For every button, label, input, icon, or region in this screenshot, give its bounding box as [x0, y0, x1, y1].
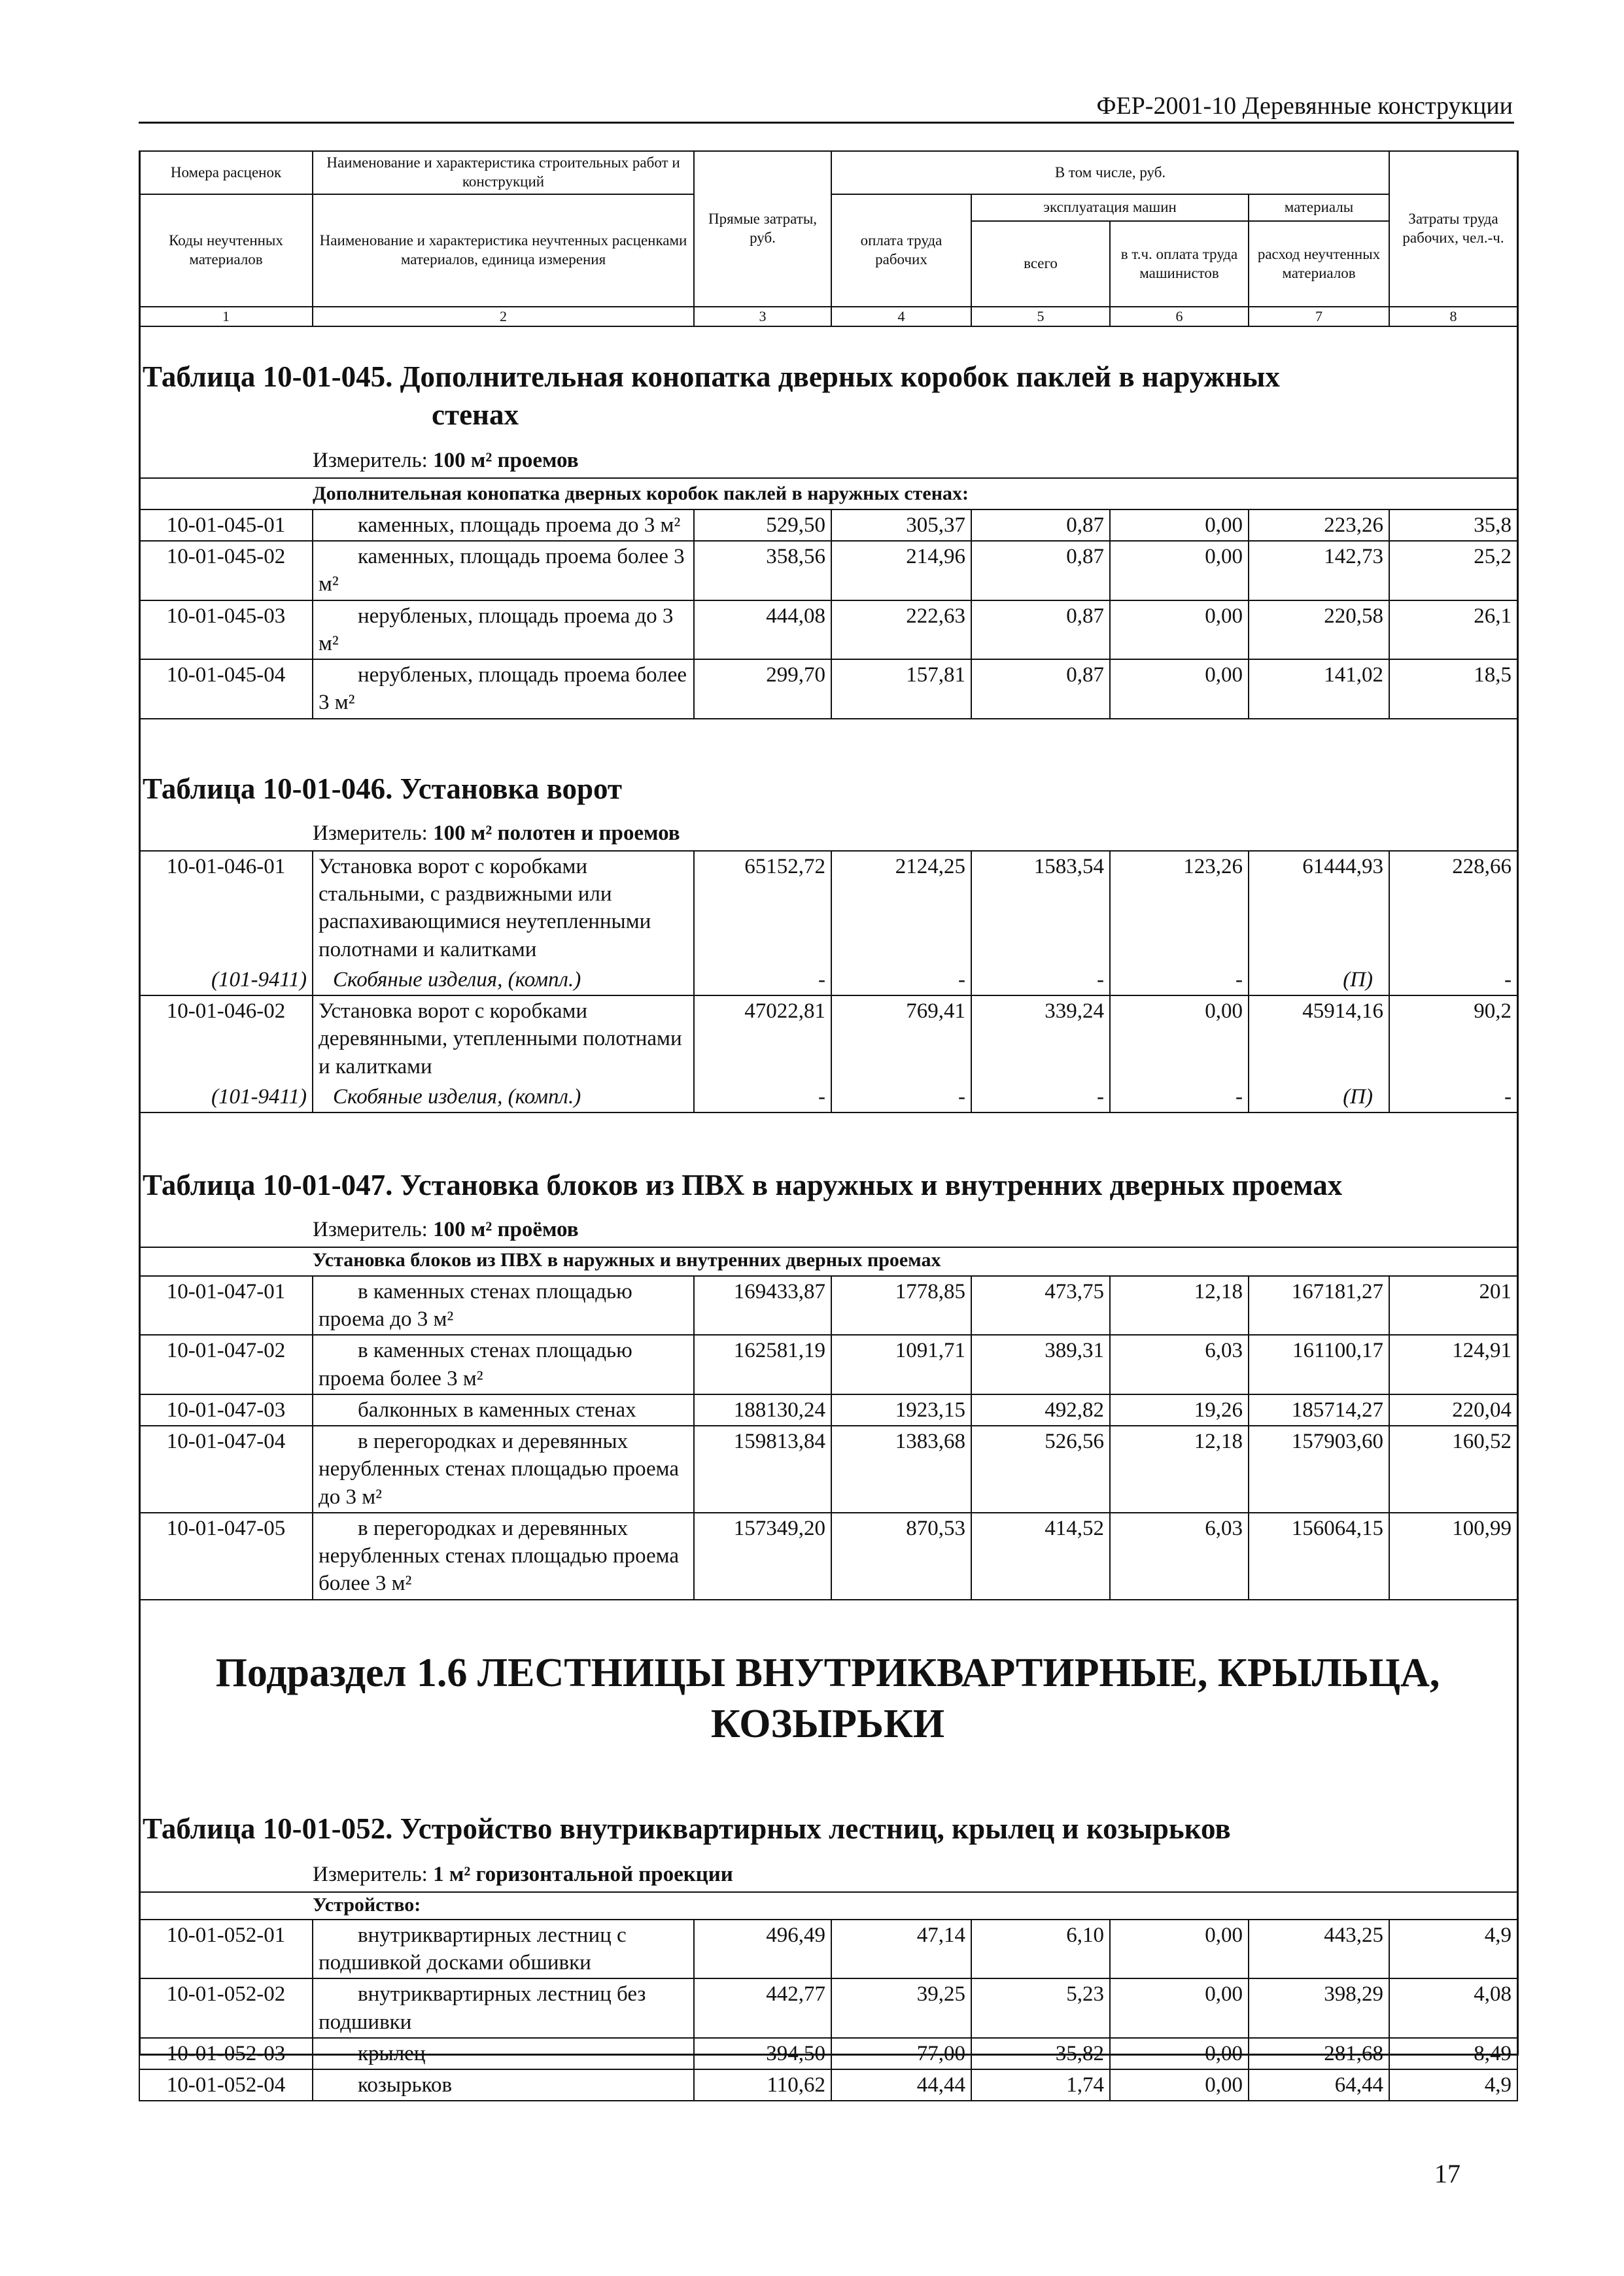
table-row: 10-01-046-02 Установка ворот с коробками деревянными, утепленными полотнами и калитками 47022,81 769,41 339,24 0,00 45914,16 90,2: [139, 995, 1517, 1082]
table-row: 10-01-045-04 нерубленых, площадь проема более 3 м² 299,70 157,81 0,87 0,00 141,02 18,5: [139, 659, 1517, 718]
col-num-2: 2: [313, 307, 694, 326]
resource-row: (101-9411) Скобяные изделия, (компл.) - - - - (П) -: [139, 965, 1517, 995]
table-045: [139, 509, 1518, 719]
col2-title-bottom: Наименование и характеристика неучтенных расценками материалов, единица измерения: [313, 194, 694, 307]
table-row: 10-01-052-04 козырьков 110,62 44,44 1,74 0,00 64,44 4,9: [139, 2069, 1517, 2101]
col-num-3: 3: [694, 307, 831, 326]
table-row: 10-01-052-02 внутриквартирных лестниц без подшивки 442,77 39,25 5,23 0,00 398,29 4,08: [139, 1978, 1517, 2037]
col5-title: всего: [972, 221, 1110, 306]
machines-title: эксплуатация машин: [972, 195, 1248, 221]
section-heading-line2: КОЗЫРЬКИ: [710, 1701, 945, 1746]
col1-title-top: Номера расценок: [139, 151, 313, 194]
table-045-title-cont: стенах: [432, 398, 519, 431]
col6-title: в т.ч. оплата труда машинистов: [1120, 245, 1238, 281]
section-heading-line1: Подраздел 1.6 ЛЕСТНИЦЫ ВНУТРИКВАРТИРНЫЕ, КРЫЛЬЦА,: [215, 1651, 1440, 1695]
table-052-group: Устройство:: [313, 1894, 421, 1916]
table-047-group: Установка блоков из ПВХ в наружных и внутренних дверных проемах: [313, 1249, 941, 1271]
section-heading: [139, 1648, 1517, 1750]
col-num-5: 5: [971, 307, 1110, 326]
table-046-measure: Измеритель: 100 м² полотен и проемов: [313, 821, 680, 845]
materials-group: [1249, 194, 1389, 307]
col7-title: расход неучтенных материалов: [1257, 245, 1381, 281]
resource-row: (101-9411) Скобяные изделия, (компл.) - - - - (П) -: [139, 1082, 1517, 1112]
col2-title-top: Наименование и характеристика строительных работ и конструкций: [313, 151, 694, 194]
table-046: [139, 850, 1518, 1113]
table-row: 10-01-046-01 Установка ворот с коробками стальными, с раздвижными или распахивающимися неутепленными полотнами и калитками 65152,72 2124,25 1583,54 123,26 61444,93 228,66: [139, 851, 1517, 965]
header-rule: [139, 122, 1514, 124]
table-052-measure: Измеритель: 1 м² горизонтальной проекции: [313, 1863, 733, 1886]
table-row: 10-01-047-03 балконных в каменных стенах 188130,24 1923,15 492,82 19,26 185714,27 220,04: [139, 1394, 1517, 1426]
table-046-title: Таблица 10-01-046. Установка ворот: [143, 772, 623, 805]
table-row: 10-01-052-03 крылец 394,50 77,00 35,82 0,00 281,68 8,49: [139, 2038, 1517, 2069]
table-045-title: Таблица 10-01-045. Дополнительная конопатка дверных коробок паклей в наружных: [143, 360, 1280, 393]
table-052-title: Таблица 10-01-052. Устройство внутриквартирных лестниц, крылец и козырьков: [143, 1812, 1231, 1845]
col-num-8: 8: [1389, 307, 1517, 326]
running-header: ФЕР-2001-10 Деревянные конструкции: [1096, 92, 1513, 120]
page-number: 17: [1434, 2159, 1460, 2188]
column-header-table: [139, 150, 1518, 327]
col1-title-bottom: Коды неучтенных материалов: [139, 194, 313, 307]
materials-title: материалы: [1249, 195, 1389, 221]
table-row: 10-01-045-03 нерубленых, площадь проема до 3 м² 444,08 222,63 0,87 0,00 220,58 26,1: [139, 600, 1517, 659]
table-row: 10-01-045-02 каменных, площадь проема более 3 м² 358,56 214,96 0,87 0,00 142,73 25,2: [139, 541, 1517, 600]
col-num-4: 4: [831, 307, 971, 326]
table-045-group: Дополнительная конопатка дверных коробок паклей в наружных стенах:: [313, 483, 969, 504]
table-row: 10-01-047-01 в каменных стенах площадью проема до 3 м² 169433,87 1778,85 473,75 12,18 167181,27 201: [139, 1276, 1517, 1335]
table-row: 10-01-052-01 внутриквартирных лестниц с подшивкой досками обшивки 496,49 47,14 6,10 0,00 443,25 4,9: [139, 1920, 1517, 1978]
col3-title: Прямые затраты, руб.: [694, 151, 831, 307]
table-row: 10-01-045-01 каменных, площадь проема до 3 м² 529,50 305,37 0,87 0,00 223,26 35,8: [139, 509, 1517, 541]
table-047-title: Таблица 10-01-047. Установка блоков из ПВХ в наружных и внутренних дверных проемах: [143, 1169, 1343, 1201]
table-045-measure: Измеритель: 100 м² проемов: [313, 449, 579, 472]
col-num-6: 6: [1110, 307, 1249, 326]
table-row: 10-01-047-04 в перегородках и деревянных нерубленных стенах площадью проема до 3 м² 159813,84 1383,68 526,56 12,18 157903,60 160,52: [139, 1426, 1517, 1513]
col-num-7: 7: [1249, 307, 1389, 326]
incl-title: В том числе, руб.: [831, 151, 1389, 194]
table-row: 10-01-047-05 в перегородках и деревянных нерубленных стенах площадью проема более 3 м² 157349,20 870,53 414,52 6,03 156064,15 100,99: [139, 1513, 1517, 1600]
table-row: 10-01-047-02 в каменных стенах площадью проема более 3 м² 162581,19 1091,71 389,31 6,03 161100,17 124,91: [139, 1335, 1517, 1394]
col4-title: оплата труда рабочих: [831, 194, 971, 307]
machines-group: [971, 194, 1249, 307]
col8-title: Затраты труда рабочих, чел.-ч.: [1389, 151, 1517, 307]
table-047-measure: Измеритель: 100 м² проёмов: [313, 1218, 579, 1241]
table-047: [139, 1275, 1518, 1600]
col-num-1: 1: [139, 307, 313, 326]
table-052: [139, 1919, 1518, 2101]
